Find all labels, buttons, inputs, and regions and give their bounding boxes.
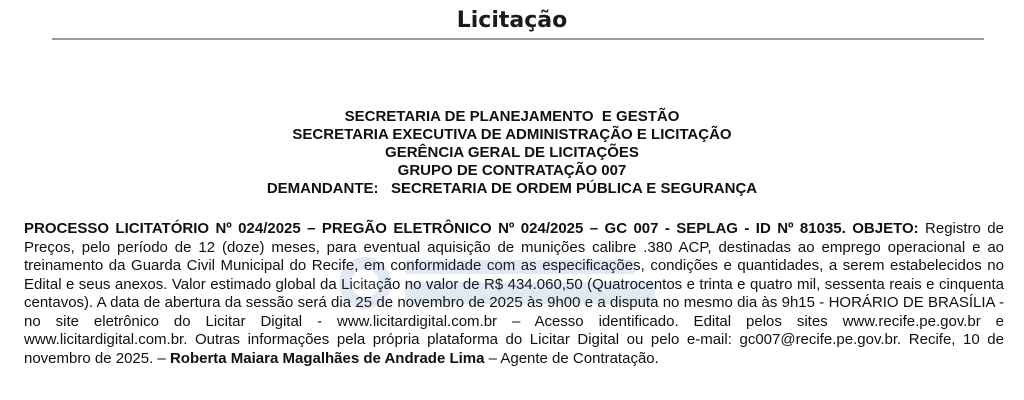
header-line-secretaria-planejamento: SECRETARIA DE PLANEJAMENTO E GESTÃO [344,108,680,125]
notice-paragraph [24,220,1004,368]
notice-lead: PROCESSO LICITATÓRIO Nº 024/2025 – PREGÃO ELETRÔNICO Nº 024/2025 – GC 007 - SEPLAG - ID Nº 81035. OBJETO: [24,220,919,237]
header-line-gerencia-geral: GERÊNCIA GERAL DE LICITAÇÕES [385,144,639,161]
notice-signatory: Roberta Maiara Magalhães de Andrade Lima [165,349,485,367]
notice-signatory-role: – Agente de Contratação. [484,349,659,367]
notice-body: Registro de Preços, pelo período de 12 (doze) meses, para eventual aquisição de munições calibre .380 ACP, destinadas ao emprego operacional e ao treinamento da Guarda Civil Municipal do Recife, em conformidade com as especificações, condições e quantidades, a serem estabelecidos no Edital e seus anexos. Valor estimado global da Licitação no valor de R$ 434.060,50 (Quatrocentos e trinta e quatro mil, sessenta reais e cinquenta centavos). A data de abertura da sessão será dia 25 de novembro de 2025 às 9h00 e a disputa no mesmo dia às 9h15 - HORÁRIO DE BRASÍLIA - no site eletrônico do Licitar Digital - www.licitardigital.com.br – Acesso identificado. Edital pelos sites www.recife.pe.gov.br e www.licitardigital.com.br. Outras informações pela própria plataforma do Licitar Digital ou pelo e-mail: gc007@recife.pe.gov.br. Recife, 10 de novembro de 2025. – [24,220,1004,367]
section-title: Licitação [456,8,568,33]
title-divider [52,38,984,40]
header-line-demandante: DEMANDANTE: SECRETARIA DE ORDEM PÚBLICA E SEGURANÇA [266,180,758,197]
header-line-secretaria-executiva: SECRETARIA EXECUTIVA DE ADMINISTRAÇÃO E LICITAÇÃO [292,126,732,143]
header-block [0,108,1024,198]
header-line-grupo-contratacao: GRUPO DE CONTRATAÇÃO 007 [397,162,627,179]
